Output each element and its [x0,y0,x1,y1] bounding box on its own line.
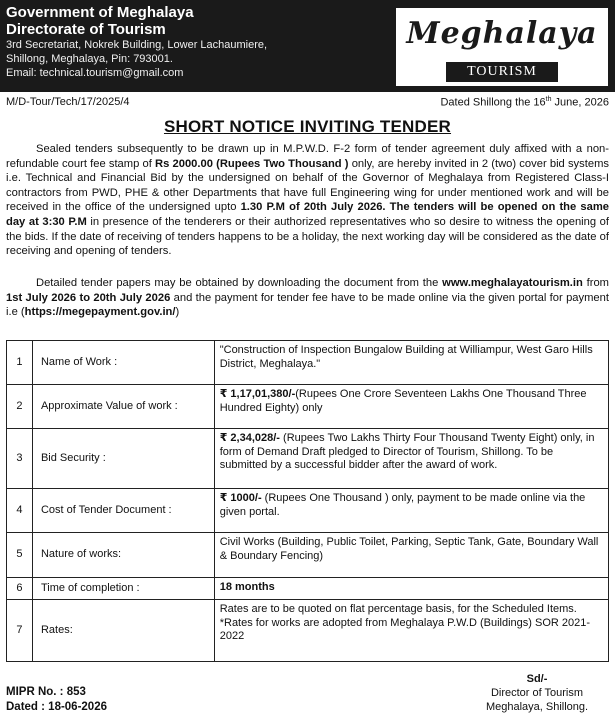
row-number: 3 [7,429,33,489]
row-value: ₹ 1,17,01,380/-(Rupees One Crore Seventeen Lakhs One Thousand Three Hundred Eighty) only [214,385,608,429]
row-value: ₹ 1000/- (Rupees One Thousand ) only, payment to be made online via the given portal. [214,489,608,533]
reference-number: M/D-Tour/Tech/17/2025/4 [6,96,130,108]
email-line: Email: technical.tourism@gmail.com [6,67,184,79]
tender-details-table [6,340,609,662]
row-label: Cost of Tender Document : [32,489,214,533]
mipr-date: Dated : 18-06-2026 [6,701,107,713]
row-value: 18 months [214,578,608,600]
organization-block [6,4,267,80]
row-number: 4 [7,489,33,533]
mipr-block [6,685,107,715]
signature: Sd/- [526,673,548,685]
logo-script-text: Meghalaya [406,16,598,51]
row-value: Civil Works (Building, Public Toilet, Parking, Septic Tank, Gate, Boundary Wall & Boundary Fencing) [214,533,608,578]
row-label: Name of Work : [32,341,214,385]
row-number: 1 [7,341,33,385]
table-row [7,489,609,533]
table-row [7,385,609,429]
logo-band-text: TOURISM [446,62,558,82]
notice-paragraph-1: Sealed tenders subsequently to be drawn up in M.P.W.D. F-2 form of tender agreement duly affixed with a non-refundable court fee stamp of Rs 2000.00 (Rupees Two Thousand ) only, are hereby invited in 2 (two) cover bid systems i.e. Technical and Financial Bid by the undersigned on behalf of the Governor of Meghalaya from Registered Class-I contractors from PWD, PHE & other Departments that have full Engineering wing for under mentioned work and will be received in the office of the undersigned upto 1.30 P.M of 20th July 2026. The tenders will be opened on the same day at 3:30 P.M in presence of the tenderers or their authorized representatives who so desire to witness the opening of the bids. If the date of receiving of tenders happens to be a holiday, the next working day will be considered as the date of receiving and opening of tenders. [6,143,610,258]
signature-block [467,672,607,714]
row-value: ₹ 2,34,028/- (Rupees Two Lakhs Thirty Four Thousand Twenty Eight) only, in form of Demand Draft pledged to Director of Tourism, Shillong. To be submitted by a successful bidder after the award of work. [214,429,608,489]
table-row [7,533,609,578]
row-number: 7 [7,600,33,662]
notice-title: SHORT NOTICE INVITING TENDER [163,117,452,136]
payment-portal-link[interactable]: https://megepayment.gov.in/ [24,306,176,319]
row-number: 2 [7,385,33,429]
meghalaya-tourism-logo [396,8,608,86]
row-label: Nature of works: [32,533,214,578]
row-label: Rates: [32,600,214,662]
issue-date-sup: th [545,96,552,103]
table-row [7,341,609,385]
issue-date [440,96,609,109]
signatory-designation: Director of Tourism [490,687,584,699]
table-row [7,429,609,489]
row-value: Rates are to be quoted on flat percentage basis, for the Scheduled Items. *Rates for works are adopted from Meghalaya P.W.D (Buildings) SOR 2021-2022 [214,600,608,662]
address-line: Shillong, Meghalaya, Pin: 793001. [6,53,173,65]
signatory-location: Meghalaya, Shillong. [485,701,589,713]
org-name: Government of Meghalaya [6,4,194,21]
table-row [7,578,609,600]
notice-paragraph-2: Detailed tender papers may be obtained by downloading the document from the www.meghalayatourism.in from 1st July 2026 to 20th July 2026 and the payment for tender fee have to be made online via the given portal for payment i.e (https://megepayment.gov.in/) [6,277,610,319]
row-label: Bid Security : [32,429,214,489]
issue-date-suffix: June, 2026 [551,96,609,109]
row-value: "Construction of Inspection Bungalow Building at Williampur, West Garo Hills District, Meghalaya." [214,341,608,385]
issue-date-prefix: Dated Shillong the 16 [440,96,546,109]
website-link[interactable]: www.meghalayatourism.in [442,277,583,289]
address-line: 3rd Secretariat, Nokrek Building, Lower Lachaumiere, [6,39,268,51]
row-label: Approximate Value of work : [32,385,214,429]
row-number: 5 [7,533,33,578]
row-label: Time of completion : [32,578,214,600]
mipr-number: MIPR No. : 853 [6,686,86,698]
letterhead [0,0,615,92]
table-row [7,600,609,662]
row-number: 6 [7,578,33,600]
department-name: Directorate of Tourism [6,21,166,38]
